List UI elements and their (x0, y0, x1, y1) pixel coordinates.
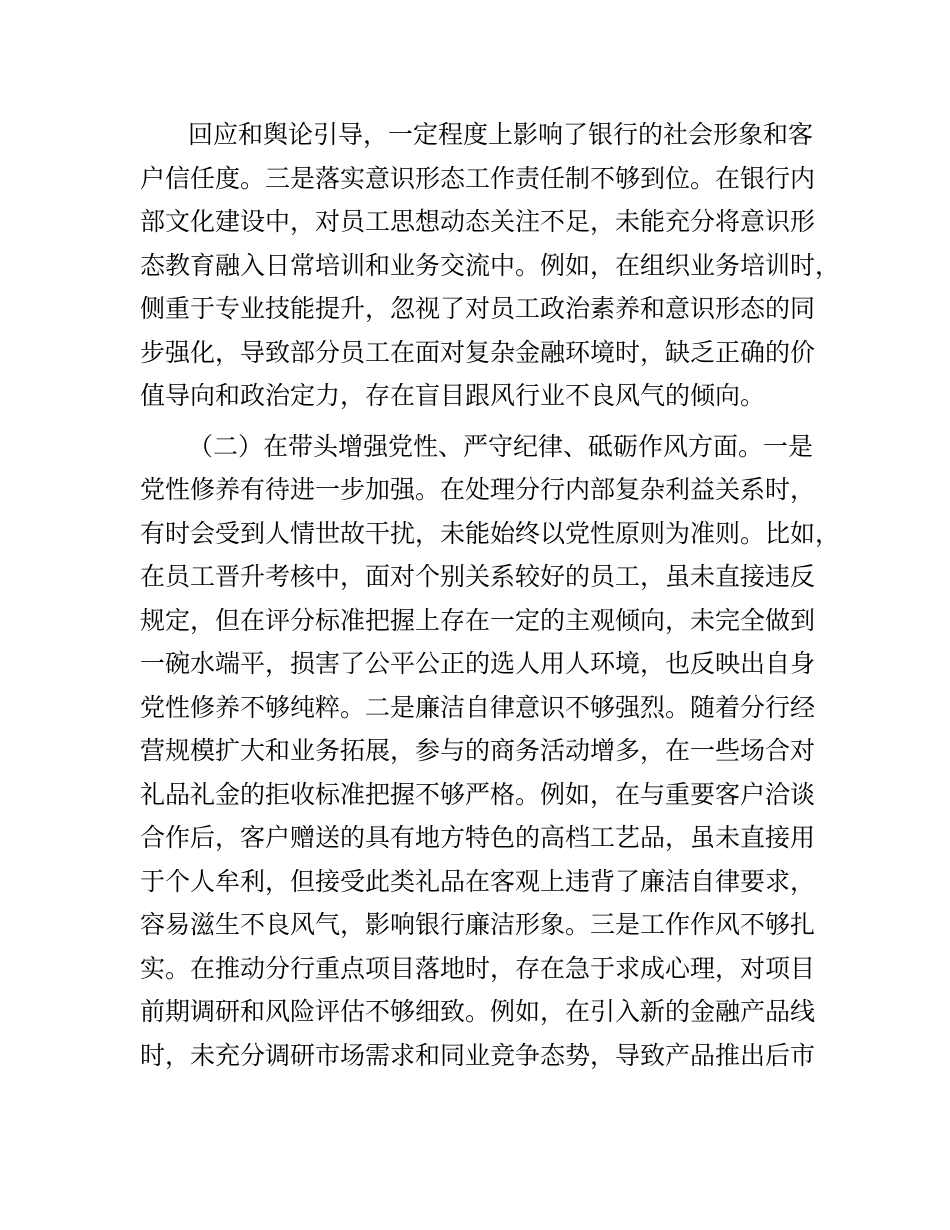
paragraph (140, 113, 841, 418)
text-line: 部文化建设中，对员工思想动态关注不足，未能充分将意识形 (140, 207, 816, 236)
text-line: 有时会受到人情世故干扰，未能始终以党性原则为准则。比如， (140, 518, 841, 548)
text-line: 时，未充分调研市场需求和同业竞争态势，导致产品推出后市 (140, 1040, 816, 1070)
paragraph (140, 425, 841, 1078)
text-line: 值导向和政治定力，存在盲目跟风行业不良风气的倾向。 (140, 381, 766, 410)
text-line: 合作后，客户赠送的具有地方特色的高档工艺品，虽未直接用 (140, 823, 816, 852)
text-line: 侧重于专业技能提升，忽视了对员工政治素养和意识形态的同 (140, 294, 816, 323)
text-line: 前期调研和风险评估不够细致。例如，在引入新的金融产品线 (140, 997, 816, 1026)
text-line: 党性修养有待进一步加强。在处理分行内部复杂利益关系时， (140, 475, 816, 504)
text-line: 一碗水端平，损害了公平公正的选人用人环境，也反映出自身 (140, 649, 816, 678)
text-line: 党性修养不够纯粹。二是廉洁自律意识不够强烈。随着分行经 (140, 692, 816, 722)
text-line: 户信任度。三是落实意识形态工作责任制不够到位。在银行内 (140, 163, 816, 193)
text-line: 步强化，导致部分员工在面对复杂金融环境时，缺乏正确的价 (140, 337, 816, 367)
text-line: 营规模扩大和业务拓展，参与的商务活动增多，在一些场合对 (140, 736, 816, 765)
text-line: （二）在带头增强党性、严守纪律、砥砺作风方面。一是 (188, 431, 814, 461)
text-line: 回应和舆论引导，一定程度上影响了银行的社会形象和客 (188, 120, 814, 149)
text-line: 容易滋生不良风气，影响银行廉洁形象。三是工作作风不够扎 (140, 910, 816, 939)
text-line: 于个人牟利，但接受此类礼品在客观上违背了廉洁自律要求， (140, 866, 816, 896)
text-line: 态教育融入日常培训和业务交流中。例如，在组织业务培训时， (140, 250, 841, 280)
text-line: 礼品礼金的拒收标准把握不够严格。例如，在与重要客户洽谈 (140, 779, 816, 809)
text-line: 在员工晋升考核中，面对个别关系较好的员工，虽未直接违反 (140, 562, 816, 591)
document-body (140, 113, 841, 1077)
text-line: 规定，但在评分标准把握上存在一定的主观倾向，未完全做到 (140, 605, 816, 635)
text-line: 实。在推动分行重点项目落地时，存在急于求成心理，对项目 (140, 953, 816, 983)
